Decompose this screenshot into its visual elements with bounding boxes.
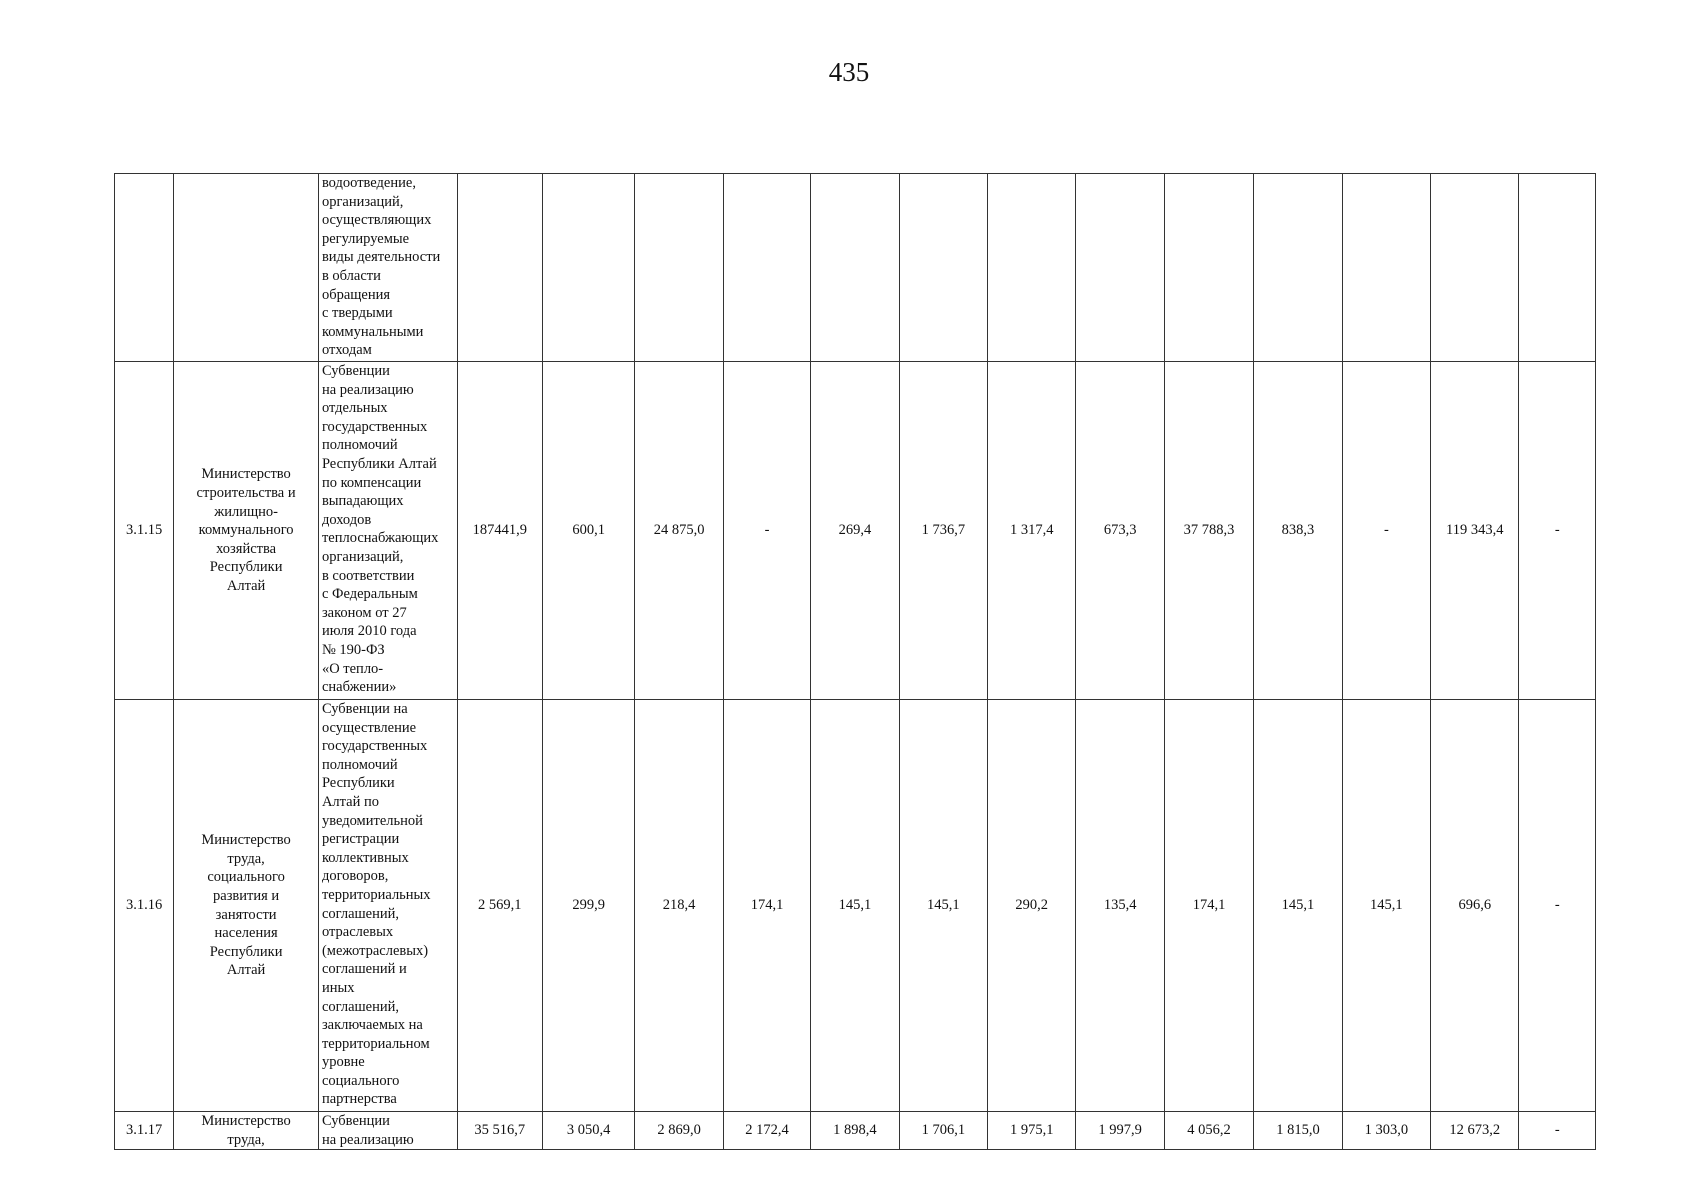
value-cell	[811, 174, 899, 362]
value-cell: 1 706,1	[899, 1112, 987, 1150]
description-cell: водоотведение, организаций, осуществляющих регулируемые виды деятельности в области обращения с твердыми коммунальными отходам	[318, 174, 457, 362]
value-cell	[1164, 174, 1253, 362]
value-cell: 145,1	[1254, 700, 1342, 1112]
value-cell: 696,6	[1431, 700, 1519, 1112]
value-cell: 269,4	[811, 362, 899, 700]
value-cell: -	[1519, 700, 1596, 1112]
value-cell	[635, 174, 723, 362]
value-cell: 600,1	[542, 362, 634, 700]
value-cell: 3 050,4	[542, 1112, 634, 1150]
table-row	[115, 362, 1596, 700]
value-cell: 1 898,4	[811, 1112, 899, 1150]
value-cell: 290,2	[988, 700, 1076, 1112]
row-code-cell: 3.1.16	[115, 700, 174, 1112]
page-number: 435	[828, 57, 870, 87]
description-cell: Субвенции на осуществление государственных полномочий Республики Алтай по уведомительной регистрации коллективных договоров, территориальных соглашений, отраслевых (межотраслевых) соглашений и иных соглашений, заключаемых на территориальном уровне социального партнерства	[318, 700, 457, 1112]
value-cell	[988, 174, 1076, 362]
value-cell: 24 875,0	[635, 362, 723, 700]
budget-table	[114, 173, 1596, 1150]
value-cell: 838,3	[1254, 362, 1342, 700]
description-cell: Субвенции на реализацию отдельных государственных полномочий Республики Алтай по компенсации выпадающих доходов теплоснабжающих организаций, в соответствии с Федеральным законом от 27 июля 2010 года № 190-ФЗ «О тепло- снабжении»	[318, 362, 457, 700]
value-cell: 2 869,0	[635, 1112, 723, 1150]
value-cell: 37 788,3	[1164, 362, 1253, 700]
value-cell: 35 516,7	[457, 1112, 542, 1150]
value-cell	[1076, 174, 1164, 362]
value-cell	[899, 174, 987, 362]
value-cell: 1 303,0	[1342, 1112, 1430, 1150]
value-cell: 299,9	[542, 700, 634, 1112]
table-row	[115, 700, 1596, 1112]
value-cell: -	[1519, 362, 1596, 700]
table-row	[115, 1112, 1596, 1150]
value-cell: 2 569,1	[457, 700, 542, 1112]
value-cell	[1342, 174, 1430, 362]
value-cell: 145,1	[899, 700, 987, 1112]
value-cell	[457, 174, 542, 362]
organization-cell: Министерство труда, социального развития и занятости населения Республики Алтай	[174, 700, 319, 1112]
organization-cell	[174, 174, 319, 362]
description-cell: Субвенции на реализацию	[318, 1112, 457, 1150]
value-cell: -	[723, 362, 810, 700]
row-code-cell	[115, 174, 174, 362]
value-cell: 1 815,0	[1254, 1112, 1342, 1150]
row-code-cell: 3.1.17	[115, 1112, 174, 1150]
value-cell: 1 317,4	[988, 362, 1076, 700]
table-row	[115, 174, 1596, 362]
value-cell: -	[1519, 1112, 1596, 1150]
value-cell: 187441,9	[457, 362, 542, 700]
value-cell: 1 975,1	[988, 1112, 1076, 1150]
value-cell: 1 736,7	[899, 362, 987, 700]
value-cell	[723, 174, 810, 362]
value-cell: 4 056,2	[1164, 1112, 1253, 1150]
value-cell: 174,1	[723, 700, 810, 1112]
value-cell: 1 997,9	[1076, 1112, 1164, 1150]
value-cell: 218,4	[635, 700, 723, 1112]
value-cell	[1254, 174, 1342, 362]
row-code-cell: 3.1.15	[115, 362, 174, 700]
value-cell: 2 172,4	[723, 1112, 810, 1150]
value-cell: 119 343,4	[1431, 362, 1519, 700]
value-cell: 145,1	[1342, 700, 1430, 1112]
organization-cell: Министерство труда,	[174, 1112, 319, 1150]
value-cell: 135,4	[1076, 700, 1164, 1112]
value-cell	[1519, 174, 1596, 362]
value-cell: 145,1	[811, 700, 899, 1112]
organization-cell: Министерство строительства и жилищно- коммунального хозяйства Республики Алтай	[174, 362, 319, 700]
value-cell	[542, 174, 634, 362]
value-cell: 174,1	[1164, 700, 1253, 1112]
value-cell: -	[1342, 362, 1430, 700]
value-cell: 12 673,2	[1431, 1112, 1519, 1150]
value-cell: 673,3	[1076, 362, 1164, 700]
value-cell	[1431, 174, 1519, 362]
